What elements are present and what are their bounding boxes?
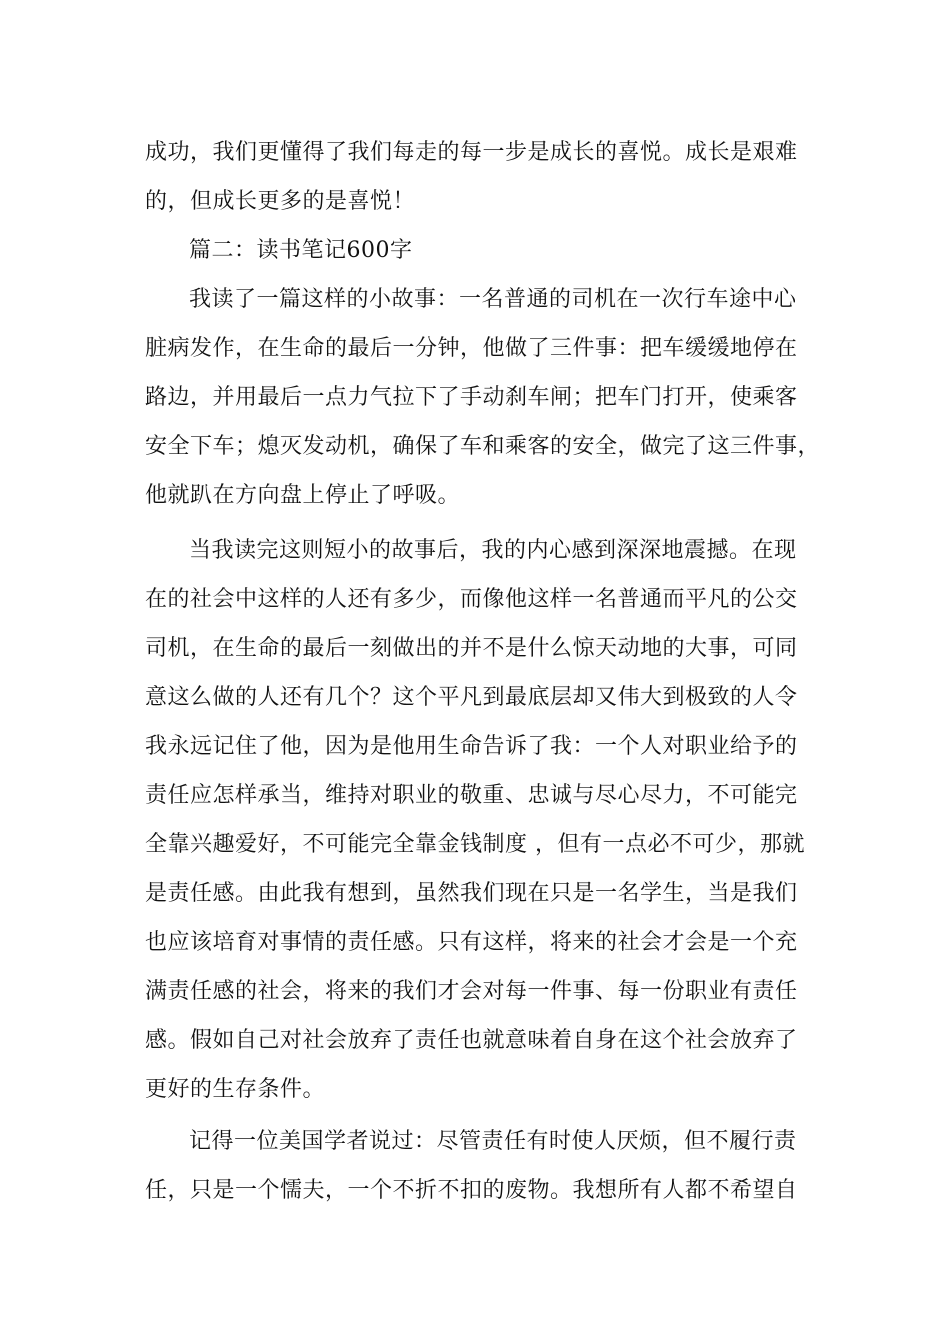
text-line: 更好的生存条件。 bbox=[145, 1077, 326, 1102]
text-line: 记得一位美国学者说过：尽管责任有时使人厌烦，但不履行责 bbox=[189, 1129, 797, 1154]
text-line: 意这么做的人还有几个？这个平凡到最底层却又伟大到极致的人令 bbox=[145, 685, 798, 710]
text-line: 满责任感的社会，将来的我们才会对每一件事、每一份职业有责任 bbox=[145, 979, 798, 1004]
text-line: 我永远记住了他，因为是他用生命告诉了我：一个人对职业给予的 bbox=[145, 734, 798, 759]
text-line: 司机，在生命的最后一刻做出的并不是什么惊天动地的大事，可同 bbox=[145, 636, 798, 661]
text-line: 安全下车；熄灭发动机，确保了车和乘客的安全，做完了这三件事， bbox=[145, 434, 821, 459]
text-line: 任，只是一个懦夫，一个不折不扣的废物。我想所有人都不希望自 bbox=[145, 1178, 798, 1203]
text-line: 成功，我们更懂得了我们每走的每一步是成长的喜悦。成长是艰难 bbox=[145, 140, 798, 165]
text-line: 责任应怎样承当，维持对职业的敬重、忠诚与尽心尽力，不可能完 bbox=[145, 783, 798, 808]
text-line: 全靠兴趣爱好，不可能完全靠金钱制度 ，但有一点必不可少，那就 bbox=[145, 832, 805, 857]
text-line: 是责任感。由此我有想到，虽然我们现在只是一名学生，当是我们 bbox=[145, 881, 798, 906]
text-line: 他就趴在方向盘上停止了呼吸。 bbox=[145, 483, 461, 508]
text-line: 也应该培育对事情的责任感。只有这样，将来的社会才会是一个充 bbox=[145, 930, 798, 955]
document-body bbox=[145, 128, 821, 1215]
text-line: 路边，并用最后一点力气拉下了手动刹车闸；把车门打开，使乘客 bbox=[145, 385, 798, 410]
text-line: 感。假如自己对社会放弃了责任也就意味着自身在这个社会放弃了 bbox=[145, 1028, 798, 1053]
text-line: 在的社会中这样的人还有多少，而像他这样一名普通而平凡的公交 bbox=[145, 587, 798, 612]
text-line: 的，但成长更多的是喜悦！ bbox=[145, 189, 416, 214]
text-line: 当我读完这则短小的故事后，我的内心感到深深地震撼。在现 bbox=[189, 538, 797, 563]
section-heading: 篇二：读书笔记600字 bbox=[189, 238, 413, 263]
text-line: 脏病发作，在生命的最后一分钟，他做了三件事：把车缓缓地停在 bbox=[145, 336, 798, 361]
text-line: 我读了一篇这样的小故事：一名普通的司机在一次行车途中心 bbox=[189, 287, 797, 312]
